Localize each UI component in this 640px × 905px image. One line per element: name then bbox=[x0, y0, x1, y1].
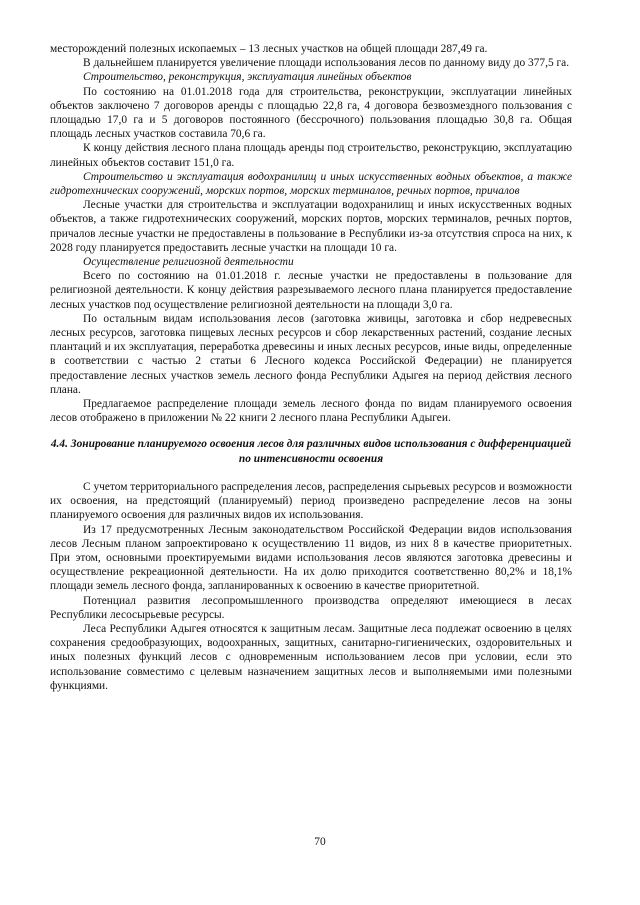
subheading-religious: Осуществление религиозной деятельности bbox=[83, 256, 294, 269]
document-page bbox=[50, 42, 572, 693]
paragraph: По остальным видам использования лесов (заготовка живицы, заготовка и сбор недревесных лесных ресурсов, заготовка пищевых лесных ресурсов и сбор лекарственных растений, создание лесных плантаций и их эксплуатация, переработка древесины и иных лесных ресурсов, иные виды, определенные в соответствии с частью 2 статьи 6 Лесного кодекса Российской Федерации) не планируется предоставление лесных участков земель лесного фонда Республики Адыгея на период действия лесного плана. bbox=[50, 312, 572, 396]
paragraph: Леса Республики Адыгея относятся к защитным лесам. Защитные леса подлежат освоению в целях сохранения средообразующих, водоохранных, защитных, санитарно-гигиенических, оздоровительных и иных полезных функций лесов с одновременным использованием лесов при условии, если это использование совместимо с целевым назначением защитных лесов и выполняемыми ими полезными функциями. bbox=[50, 622, 572, 692]
page-number: 70 bbox=[314, 836, 326, 848]
paragraph: Лесные участки для строительства и эксплуатации водохранилищ и иных искусственных водных объектов, а также гидротехнических сооружений, морских портов, морских терминалов, речных портов, причалов лесные участки не предоставлены в пользование в Республики из-за отсутствия спроса на них, к 2028 году планируется предоставить лесные участки на площади 10 га. bbox=[50, 199, 572, 254]
paragraph: Всего по состоянию на 01.01.2018 г. лесные участки не предоставлены в пользование для религиозной деятельности. К концу действия разрезываемого лесного плана планируется предоставление лесных участков под осуществление религиозной деятельности на площади 3,0 га. bbox=[50, 270, 572, 311]
subheading-water-objects: Строительство и эксплуатация водохранилищ и иных искусственных водных объектов, а также гидротехнических сооружений, морских портов, морских терминалов, речных портов, причалов bbox=[50, 170, 572, 198]
paragraph: Из 17 предусмотренных Лесным законодательством Российской Федерации видов использования лесов Лесным планом запроектировано к осуществлению 11 видов, из них 8 в качестве приоритетных. При этом, основными проектируемыми видами использования лесов являются заготовка древесины и осуществление рекреационной деятельности. На их долю приходится соответственно 80,2% и 18,1% площади земель лесного фонда, запланированных к освоению в качестве приоритетной. bbox=[50, 523, 572, 593]
paragraph: В дальнейшем планируется увеличение площади использования лесов по данному виду до 377,5 га. bbox=[83, 57, 570, 70]
paragraph-continuation: месторождений полезных ископаемых – 13 лесных участков на общей площади 287,49 га. bbox=[50, 43, 488, 55]
paragraph: К концу действия лесного плана площадь аренды под строительство, реконструкцию, эксплуатацию линейных объектов составит 151,0 га. bbox=[50, 142, 572, 169]
paragraph: С учетом территориального распределения лесов, распределения сырьевых ресурсов и возможности их освоения, на предстоящий (планируемый) период произведено распределение лесов на зоны планируемого освоения для различных видов их использования. bbox=[50, 480, 572, 522]
section-heading: 4.4. Зонирование планируемого освоения лесов для различных видов использования с дифференциацией по интенсивности освоения bbox=[50, 438, 572, 465]
subheading-linear-objects: Строительство, реконструкция, эксплуатация линейных объектов bbox=[83, 71, 412, 84]
paragraph: По состоянию на 01.01.2018 года для строительства, реконструкции, эксплуатации линейных объектов заключено 7 договоров аренды с площадью 22,8 га, 4 договора безвозмездного пользования с площадью 17,0 га и 5 договоров постоянного (бессрочного) пользования площадью 30,8 га. Общая площадь лесных участков составила 70,6 га. bbox=[50, 85, 572, 141]
paragraph: Потенциал развития лесопромышленного производства определяют имеющиеся в лесах Республики лесосырьевые ресурсы. bbox=[50, 594, 572, 621]
paragraph: Предлагаемое распределение площади земель лесного фонда по видам планируемого освоения лесов отображено в приложении № 22 книги 2 лесного плана Республики Адыгеи. bbox=[50, 398, 572, 425]
